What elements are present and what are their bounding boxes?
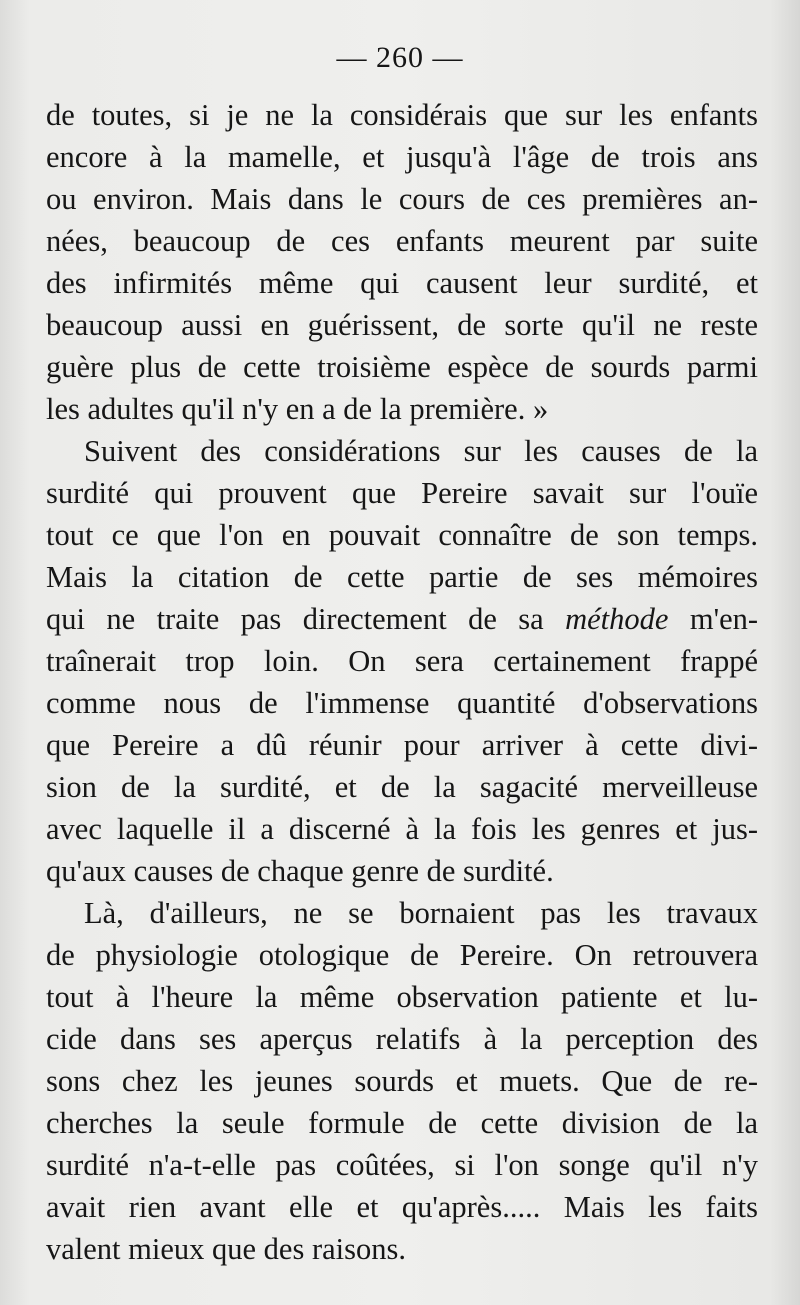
text-line: comme nous de l'immense quantité d'observations <box>46 686 758 720</box>
text-line: avait rien avant elle et qu'après..... Mais les faits <box>46 1190 758 1224</box>
text-line: qu'aux causes de chaque genre de surdité. <box>46 854 554 888</box>
body-text <box>46 94 758 1270</box>
text-line: encore à la mamelle, et jusqu'à l'âge de trois ans <box>46 140 758 174</box>
text-line: Suivent des considérations sur les causes de la <box>84 434 758 468</box>
text-line: surdité n'a-t-elle pas coûtées, si l'on songe qu'il n'y <box>46 1148 758 1182</box>
text-line: de physiologie otologique de Pereire. On retrouvera <box>46 938 758 972</box>
text-line: que Pereire a dû réunir pour arriver à cette divi- <box>46 728 758 762</box>
text-segment: qui ne traite pas directement de sa <box>46 602 544 636</box>
text-line: Là, d'ailleurs, ne se bornaient pas les travaux <box>84 896 758 930</box>
text-line: ou environ. Mais dans le cours de ces premières an- <box>46 182 758 216</box>
text-line-with-emphasis <box>46 598 758 640</box>
page-number: — 260 — <box>336 41 464 74</box>
text-line: cide dans ses aperçus relatifs à la perception des <box>46 1022 758 1056</box>
text-line: traînerait trop loin. On sera certainement frappé <box>46 644 758 678</box>
text-line: tout à l'heure la même observation patiente et lu- <box>46 980 758 1014</box>
text-line: beaucoup aussi en guérissent, de sorte qu'il ne reste <box>46 308 758 342</box>
text-line: Mais la citation de cette partie de ses mémoires <box>46 560 758 594</box>
text-line: sons chez les jeunes sourds et muets. Que de re- <box>46 1064 758 1098</box>
emphasis-methode: méthode <box>565 602 669 636</box>
text-line: nées, beaucoup de ces enfants meurent par suite <box>46 224 758 258</box>
text-line: les adultes qu'il n'y en a de la première. » <box>46 392 549 426</box>
text-line: tout ce que l'on en pouvait connaître de son temps. <box>46 518 758 552</box>
text-line: guère plus de cette troisième espèce de sourds parmi <box>46 350 758 384</box>
text-line: cherches la seule formule de cette division de la <box>46 1106 758 1140</box>
text-segment: m'en- <box>689 602 759 636</box>
text-line: avec laquelle il a discerné à la fois les genres et jus- <box>46 812 758 846</box>
text-line: valent mieux que des raisons. <box>46 1232 406 1266</box>
text-line: surdité qui prouvent que Pereire savait sur l'ouïe <box>46 476 758 510</box>
text-line: de toutes, si je ne la considérais que sur les enfants <box>46 98 758 132</box>
text-line: sion de la surdité, et de la sagacité merveilleuse <box>46 770 758 804</box>
text-line: des infirmités même qui causent leur surdité, et <box>46 266 758 300</box>
